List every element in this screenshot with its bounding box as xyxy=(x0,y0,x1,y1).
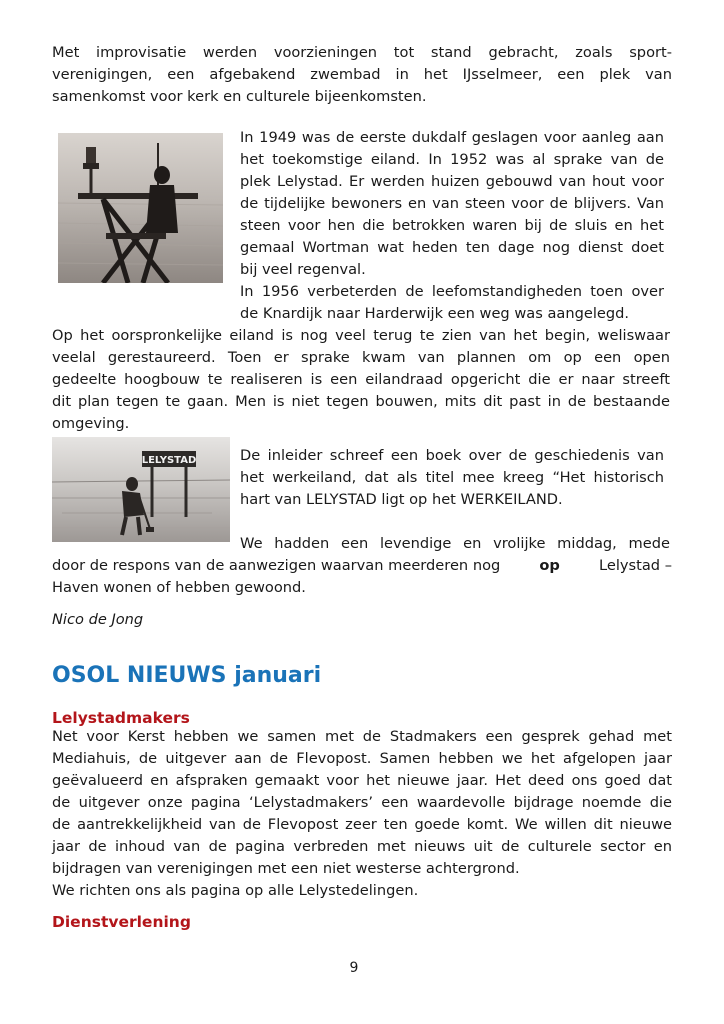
dukdalf-illustration xyxy=(58,133,223,283)
osol-line-2: Mediahuis, de uitgever aan de Flevopost. Samen hebben we het afgelopen jaar xyxy=(52,750,672,767)
afternoon-line-2-bold: op xyxy=(539,557,560,574)
intro-line-1: Met improvisatie werden voorzieningen tot stand gebracht, zoals sport- xyxy=(52,44,672,61)
lelystad-sign-illustration xyxy=(52,437,230,542)
section-title: OSOL NIEUWS januari xyxy=(52,663,322,688)
text-1949-line-7: bij veel regenval. xyxy=(240,261,366,278)
book-line-2: het werkeiland, dat als titel mee kreeg “Het historisch xyxy=(240,469,664,486)
text-1949-line-2: het toekomstige eiland. In 1952 was al sprake van de xyxy=(240,151,664,168)
author-signature: Nico de Jong xyxy=(52,611,144,628)
island-line-2: veelal gerestaureerd. Toen er sprake kwam van plannen om op een open xyxy=(52,349,670,366)
intro-line-2: verenigingen, een afgebakend zwembad in het IJsselmeer, een plek van xyxy=(52,66,672,83)
page-number: 9 xyxy=(349,960,359,976)
text-1956-line-2: de Knardijk naar Harderwijk een weg was aangelegd. xyxy=(240,305,630,322)
island-line-3: gedeelte hoogbouw te realiseren is een eilandraad opgericht die er naar streeft xyxy=(52,371,670,388)
text-1949-line-3: plek Lelystad. Er werden huizen gebouwd van hout voor xyxy=(240,173,664,190)
osol-line-7: bijdragen van verenigingen met een niet westerse achtergrond. xyxy=(52,860,520,877)
heading-lelystadmakers: Lelystadmakers xyxy=(52,709,190,727)
osol-line-8: We richten ons als pagina op alle Lelystedelingen. xyxy=(52,882,419,899)
text-1956-line-1: In 1956 verbeterden de leefomstandigheden toen over xyxy=(240,283,664,300)
afternoon-line-3: Haven wonen of hebben gewoond. xyxy=(52,579,306,596)
heading-dienstverlening: Dienstverlening xyxy=(52,913,191,931)
afternoon-line-1: We hadden een levendige en vrolijke middag, mede xyxy=(240,535,670,552)
island-line-5: omgeving. xyxy=(52,415,130,432)
photo-lelystad-sign xyxy=(52,437,230,542)
book-line-1: De inleider schreef een boek over de geschiedenis van xyxy=(240,447,664,464)
afternoon-line-2 xyxy=(52,555,672,577)
intro-line-3: samenkomst voor kerk en culturele bijeenkomsten. xyxy=(52,88,427,105)
island-line-4: dit plan tegen te gaan. Men is niet tegen bouwen, mits dit past in de bestaande xyxy=(52,393,670,410)
osol-line-6: jaar de inhoud van de pagina verbreden met nieuws uit de culturele sector en xyxy=(52,838,672,855)
photo-dukdalf xyxy=(58,133,223,283)
osol-line-4: de uitgever onze pagina ‘Lelystadmakers’ een waardevolle bijdrage noemde die xyxy=(52,794,672,811)
afternoon-line-2-end: Lelystad – xyxy=(598,557,672,574)
text-1949-line-5: steen voor hen die betrokken waren bij de sluis en het xyxy=(240,217,664,234)
osol-line-5: de aantrekkelijkheid van de Flevopost zeer ten goede komt. We willen dit nieuwe xyxy=(52,816,672,833)
text-1949-line-4: de tijdelijke bewoners en van steen voor de blijvers. Van xyxy=(240,195,664,212)
book-line-3: hart van LELYSTAD ligt op het WERKEILAND. xyxy=(240,491,563,508)
sign-text: LELYSTAD xyxy=(141,455,197,466)
island-line-1: Op het oorspronkelijke eiland is nog veel terug te zien van het begin, weliswaar xyxy=(52,327,670,344)
osol-line-3: geëvalueerd en afspraken gemaakt voor het nieuwe jaar. Het deed ons goed dat xyxy=(52,772,672,789)
osol-line-1: Net voor Kerst hebben we samen met de Stadmakers een gesprek gehad met xyxy=(52,728,672,745)
text-1949-line-1: In 1949 was de eerste dukdalf geslagen voor aanleg aan xyxy=(240,129,664,146)
afternoon-line-2-text: door de respons van de aanwezigen waarvan meerderen nog xyxy=(52,557,501,574)
text-1949-line-6: gemaal Wortman wat heden ten dage nog dienst doet xyxy=(240,239,664,256)
